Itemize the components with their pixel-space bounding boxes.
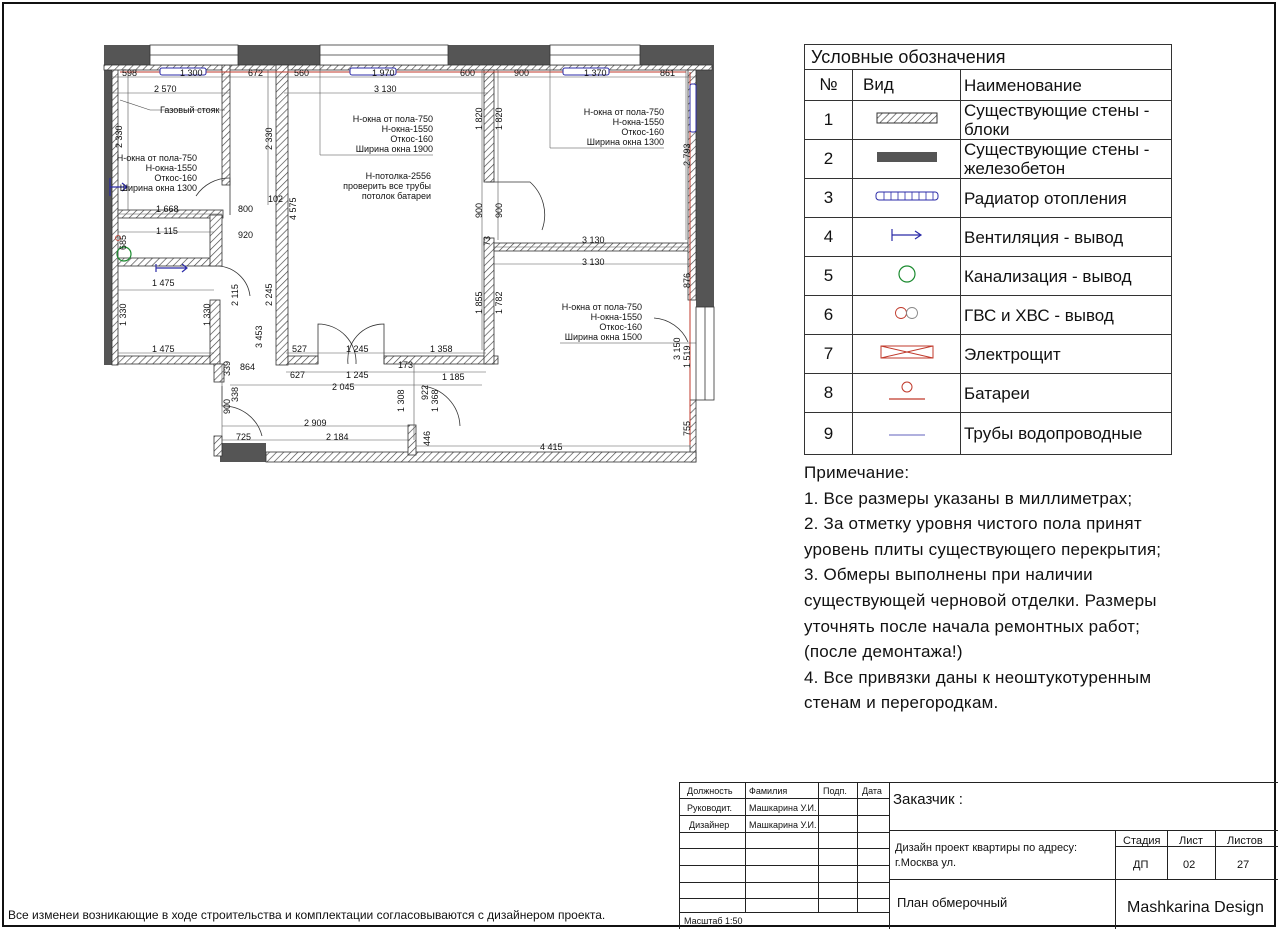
stamp-col-date: Дата — [862, 786, 882, 796]
window-note-left — [117, 153, 197, 193]
dim-446: 446 — [422, 430, 432, 446]
legend-col-view: Вид — [853, 70, 961, 101]
note-line: уточнять после начала ремонтных работ; — [804, 616, 1141, 636]
stamp-row2-position: Дизайнер — [689, 820, 730, 830]
dim-2330-right: 2 330 — [264, 127, 274, 150]
svg-text:Н-окна-1550: Н-окна-1550 — [381, 124, 433, 134]
stamp-scale: Масштаб 1:50 — [684, 916, 743, 926]
dim-861: 861 — [660, 68, 676, 78]
floor-plan — [0, 0, 720, 470]
svg-text:Ширина окна 1500: Ширина окна 1500 — [564, 332, 642, 342]
dim-3130-mid: 3 130 — [582, 235, 605, 245]
svg-text:Н-окна-1550: Н-окна-1550 — [145, 163, 197, 173]
svg-text:Н-потолка-2556: Н-потолка-2556 — [365, 171, 431, 181]
water-circles-icon — [892, 305, 922, 321]
dim-685: 685 — [118, 234, 128, 250]
stamp-row1-position: Руководит. — [687, 803, 732, 813]
stamp-project-line2: г.Москва ул. — [895, 857, 957, 869]
dim-2245: 2 245 — [264, 283, 274, 306]
dim-527: 527 — [292, 344, 308, 354]
svg-text:Н-окна-1550: Н-окна-1550 — [612, 117, 664, 127]
dim-1855: 1 855 — [474, 291, 484, 314]
radiator-icon — [875, 190, 939, 202]
dim-900-b: 900 — [494, 202, 504, 218]
legend-name: Существующие стены - железобетон — [961, 140, 1172, 179]
window-note-middle — [353, 114, 433, 154]
legend-num: 4 — [805, 218, 853, 257]
legend-num: 5 — [805, 257, 853, 296]
dim-73: 73 — [482, 235, 492, 246]
svg-text:Н-окна от пола-750: Н-окна от пола-750 — [352, 114, 433, 124]
dim-922: 922 — [420, 384, 430, 400]
dim-1820-a: 1 820 — [474, 107, 484, 130]
footer-note: Все изменеи возникающие в ходе строительства и комплектации согласовываются с дизайнером проекта. — [8, 908, 606, 922]
dim-2793: 2 793 — [682, 143, 692, 166]
svg-text:Ширина окна 1300: Ширина окна 1300 — [119, 183, 197, 193]
legend-num: 7 — [805, 335, 853, 374]
stamp-col-surname: Фамилия — [749, 786, 788, 796]
svg-text:Н-окна-1550: Н-окна-1550 — [590, 312, 642, 322]
dim-3130: 3 130 — [374, 84, 397, 94]
stamp-col-sign: Подп. — [823, 786, 847, 796]
dim-1475-bottom: 1 475 — [152, 344, 175, 354]
dim-1368: 1 368 — [430, 389, 440, 412]
dim-3130-low: 3 130 — [582, 257, 605, 267]
note-line: существующей черновой отделки. Размеры — [804, 590, 1157, 610]
dim-1668: 1 668 — [156, 204, 179, 214]
dim-755: 755 — [682, 420, 692, 436]
dim-600: 600 — [460, 68, 476, 78]
legend-name: Электрощит — [961, 335, 1172, 374]
dim-725: 725 — [236, 432, 252, 442]
svg-text:Откос-160: Откос-160 — [621, 127, 664, 137]
legend-num: 9 — [805, 413, 853, 455]
title-block — [679, 782, 1278, 929]
plan-annotations — [117, 65, 696, 343]
dim-800: 800 — [238, 204, 254, 214]
ventilation-arrow-icon — [890, 227, 924, 243]
dim-1330-right: 1 330 — [202, 303, 212, 326]
stamp-row2-surname: Машкарина У.И. — [749, 820, 817, 830]
stamp-col-position: Должность — [687, 786, 733, 796]
svg-text:Откос-160: Откос-160 — [599, 322, 642, 332]
window-note-right — [584, 107, 664, 147]
stamp-customer: Заказчик : — [893, 791, 963, 808]
legend-title: Условные обозначения — [805, 45, 1172, 70]
dim-2045: 2 045 — [332, 382, 355, 392]
dim-338: 338 — [230, 386, 240, 402]
dim-598: 598 — [122, 68, 138, 78]
stamp-company: Mashkarina Design — [1127, 899, 1264, 916]
note-line: (после демонтажа!) — [804, 642, 963, 662]
electrical-panel-icon — [880, 345, 934, 359]
dim-4575: 4 575 — [288, 197, 298, 220]
svg-text:Откос-160: Откос-160 — [154, 173, 197, 183]
dim-900: 900 — [514, 68, 530, 78]
note-line: 4. Все привязки даны к неоштукотуренным — [804, 667, 1152, 687]
svg-text:Откос-160: Откос-160 — [390, 134, 433, 144]
dim-2115: 2 115 — [230, 284, 240, 306]
dim-672: 672 — [248, 68, 264, 78]
dim-1185: 1 185 — [442, 372, 465, 382]
dim-2184: 2 184 — [326, 432, 349, 442]
water-pipe-line-icon — [887, 432, 927, 438]
dim-1519: 1 519 — [682, 345, 692, 368]
legend-num: 3 — [805, 179, 853, 218]
legend-name: ГВС и ХВС - вывод — [961, 296, 1172, 335]
dim-3453: 3 453 — [254, 325, 264, 348]
dim-3150: 3 150 — [672, 337, 682, 360]
dim-1245-top: 1 245 — [346, 344, 369, 354]
stamp-stage: ДП — [1133, 859, 1149, 871]
dim-1308: 1 308 — [396, 389, 406, 412]
svg-text:Н-окна от пола-750: Н-окна от пола-750 — [561, 302, 642, 312]
stamp-drawing-name: План обмерочный — [897, 895, 1008, 910]
stamp-sheets-label: Листов — [1227, 835, 1263, 847]
dim-2330-left: 2 330 — [114, 125, 124, 148]
legend-num: 8 — [805, 374, 853, 413]
window-note-lower — [562, 302, 642, 342]
legend-num: 6 — [805, 296, 853, 335]
legend-name: Трубы водопроводные — [961, 413, 1172, 455]
notes-title: Примечание: — [804, 463, 910, 482]
stamp-project-line1: Дизайн проект квартиры по адресу: — [895, 842, 1078, 854]
dim-102: 102 — [268, 194, 284, 204]
dim-2570: 2 570 — [154, 84, 177, 94]
dim-1245-bottom: 1 245 — [346, 370, 369, 380]
note-line: уровень плиты существующего перекрытия; — [804, 539, 1162, 559]
dim-1300: 1 300 — [180, 68, 203, 78]
dim-876: 876 — [682, 272, 692, 288]
dim-920: 920 — [238, 230, 254, 240]
note-line: 2. За отметку уровня чистого пола принят — [804, 514, 1142, 534]
note-line: 1. Все размеры указаны в миллиметрах; — [804, 488, 1133, 508]
dim-900-c: 900 — [222, 398, 232, 414]
legend-name: Радиатор отопления — [961, 179, 1172, 218]
dim-173: 173 — [398, 360, 414, 370]
stamp-sheet-label: Лист — [1179, 835, 1203, 847]
note-line: 3. Обмеры выполнены при наличии — [804, 565, 1093, 585]
legend-name: Батареи — [961, 374, 1172, 413]
dim-339: 339 — [222, 360, 232, 376]
dim-1970: 1 970 — [372, 68, 395, 78]
dim-900-a: 900 — [474, 202, 484, 218]
dim-4415: 4 415 — [540, 442, 563, 452]
dim-1370: 1 370 — [584, 68, 607, 78]
svg-text:потолок батареи: потолок батареи — [361, 191, 431, 201]
sewer-circle-icon — [897, 264, 917, 284]
dim-1115: 1 115 — [156, 226, 178, 236]
gas-riser-label: Газовый стояк — [160, 105, 220, 115]
svg-text:Н-окна от пола-750: Н-окна от пола-750 — [116, 153, 197, 163]
concrete-wall-icon — [876, 151, 938, 163]
dim-1782: 1 782 — [494, 291, 504, 314]
dim-1820-b: 1 820 — [494, 107, 504, 130]
dim-1475-top: 1 475 — [152, 278, 175, 288]
legend-table — [804, 44, 1172, 455]
svg-text:Ширина окна 1900: Ширина окна 1900 — [355, 144, 433, 154]
stamp-sheets: 27 — [1237, 859, 1250, 871]
svg-text:Ширина окна 1300: Ширина окна 1300 — [586, 137, 664, 147]
legend-name: Существующие стены - блоки — [961, 101, 1172, 140]
svg-text:проверить все трубы: проверить все трубы — [343, 181, 431, 191]
legend-col-name: Наименование — [961, 70, 1172, 101]
dim-864: 864 — [240, 362, 256, 372]
stamp-row1-surname: Машкарина У.И. — [749, 803, 817, 813]
dim-1358: 1 358 — [430, 344, 453, 354]
battery-symbol-icon — [887, 379, 927, 403]
legend-name: Канализация - вывод — [961, 257, 1172, 296]
notes-block — [804, 460, 1224, 716]
legend-num: 1 — [805, 101, 853, 140]
dim-627: 627 — [290, 370, 306, 380]
legend-col-number: № — [805, 70, 853, 101]
dim-560: 560 — [294, 68, 310, 78]
note-line: стенам и перегородкам. — [804, 693, 999, 713]
ceiling-note — [343, 171, 431, 201]
svg-text:Н-окна от пола-750: Н-окна от пола-750 — [583, 107, 664, 117]
dim-1330-left: 1 330 — [118, 303, 128, 326]
dim-2909: 2 909 — [304, 418, 327, 428]
legend-num: 2 — [805, 140, 853, 179]
stamp-sheet: 02 — [1183, 859, 1196, 871]
legend-name: Вентиляция - вывод — [961, 218, 1172, 257]
hatched-wall-icon — [876, 112, 938, 124]
stamp-stage-label: Стадия — [1123, 835, 1161, 847]
